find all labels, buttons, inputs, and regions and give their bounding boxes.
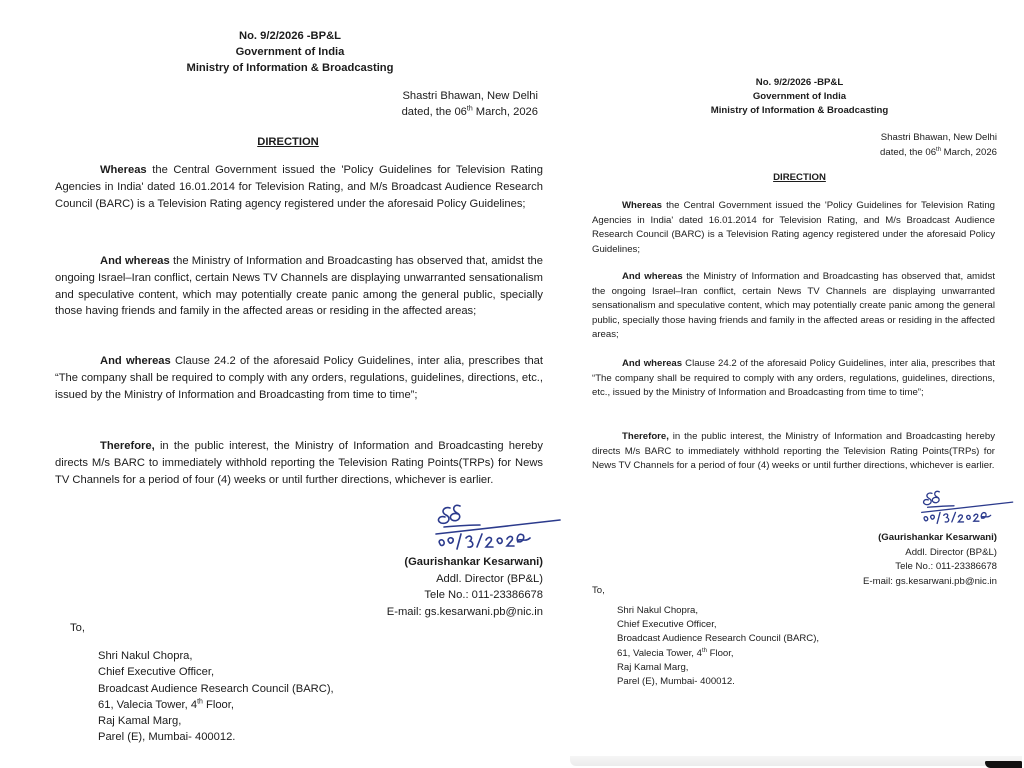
document-copy-right xyxy=(575,0,1024,768)
signer-designation: Addl. Director (BP&L) xyxy=(905,546,997,558)
recipient-organization: Broadcast Audience Research Council (BARC), xyxy=(98,682,334,695)
recipient-address xyxy=(617,604,819,689)
signer-block xyxy=(387,554,543,620)
recipient-address-line3: Parel (E), Mumbai- 400012. xyxy=(98,731,236,744)
page-bottom-edge xyxy=(570,756,1022,766)
recipient-name: Shri Nakul Chopra, xyxy=(98,650,193,662)
signer-email: E-mail: gs.kesarwani.pb@nic.in xyxy=(386,605,543,618)
signer-phone: Tele No.: 011-23386678 xyxy=(424,589,543,601)
paragraph-and-whereas-1: And whereas the Ministry of Information and Broadcasting has observed that, amidst the ongoing Israel–Iran conflict, certain News TV Channels are displaying unwarranted sensationalism and speculative content, which may potentially create panic among the general public, specially those having friends and family in the affected areas or residing in the affected areas; xyxy=(592,271,995,341)
to-label: To, xyxy=(592,585,605,596)
paragraph-and-whereas-2: And whereas Clause 24.2 of the aforesaid Policy Guidelines, inter alia, prescribes that “The company shall be required to comply with any orders, regulations, guidelines, directions, etc., issued by the Ministry of Information and Broadcasting from time to time”; xyxy=(592,358,995,399)
place-and-date xyxy=(880,131,997,160)
letterhead xyxy=(575,76,1024,118)
recipient-title: Chief Executive Officer, xyxy=(98,666,215,679)
paragraph-and-whereas-2: And whereas Clause 24.2 of the aforesaid Policy Guidelines, inter alia, prescribes that “The company shall be required to comply with any orders, regulations, guidelines, directions, etc., issued by the Ministry of Information and Broadcasting from time to time”; xyxy=(55,355,543,401)
paragraph-therefore: Therefore, in the public interest, the Ministry of Information and Broadcasting hereby directs M/s BARC to immediately withhold reporting the Television Rating Points(TRPs) for News TV Channels for a period of four (4) weeks or until further directions, whichever is earlier. xyxy=(592,431,995,472)
place: Shastri Bhawan, New Delhi xyxy=(880,132,997,143)
paragraph-whereas: Whereas the Central Government issued the 'Policy Guidelines for Television Rating Agencies in India' dated 16.01.2014 for Television Rating, and M/s Broadcast Audience Research Council (BARC) is a Television Rating agency registered under the aforesaid Policy Guidelines; xyxy=(55,164,543,210)
ministry-name: Ministry of Information & Broadcasting xyxy=(710,105,889,116)
signer-block xyxy=(863,531,997,589)
recipient-organization: Broadcast Audience Research Council (BARC), xyxy=(617,633,820,645)
place-and-date xyxy=(402,88,538,120)
government-name: Government of India xyxy=(235,46,345,58)
recipient-name: Shri Nakul Chopra, xyxy=(617,605,699,616)
corner-dark-mark xyxy=(985,761,1022,768)
document-title: DIRECTION xyxy=(257,136,319,148)
recipient-address-line1: 61, Valecia Tower, 4th Floor, xyxy=(617,647,734,659)
document-title: DIRECTION xyxy=(773,172,826,183)
handwritten-signature xyxy=(420,500,570,556)
recipient-address-line1: 61, Valecia Tower, 4th Floor, xyxy=(98,698,234,711)
government-name: Government of India xyxy=(752,91,847,102)
signer-name: (Gaurishankar Kesarwani) xyxy=(878,532,997,543)
place: Shastri Bhawan, New Delhi xyxy=(402,90,538,102)
recipient-address-line3: Parel (E), Mumbai- 400012. xyxy=(617,676,735,688)
date: dated, the 06th March, 2026 xyxy=(401,105,538,118)
recipient-address xyxy=(98,648,334,746)
letterhead xyxy=(0,28,580,76)
paragraph-therefore: Therefore, in the public interest, the Ministry of Information and Broadcasting hereby directs M/s BARC to immediately withhold reporting the Television Rating Points(TRPs) for News TV Channels for a period of four (4) weeks or until further directions, whichever is earlier. xyxy=(55,440,543,486)
signer-phone: Tele No.: 011-23386678 xyxy=(895,561,997,572)
recipient-address-line2: Raj Kamal Marg, xyxy=(617,661,689,673)
recipient-address-line2: Raj Kamal Marg, xyxy=(98,715,182,728)
ministry-name: Ministry of Information & Broadcasting xyxy=(186,62,394,74)
recipient-title: Chief Executive Officer, xyxy=(617,619,717,631)
signer-email: E-mail: gs.kesarwani.pb@nic.in xyxy=(863,575,997,587)
to-label: To, xyxy=(70,622,85,634)
file-number: No. 9/2/2026 -BP&L xyxy=(239,30,341,42)
paragraph-and-whereas-1: And whereas the Ministry of Information and Broadcasting has observed that, amidst the ongoing Israel–Iran conflict, certain News TV Channels are displaying unwarranted sensationalism and speculative content, which may potentially create panic among the general public, specially those having friends and family in the affected areas or residing in the affected areas; xyxy=(55,255,543,318)
handwritten-signature xyxy=(910,486,1020,530)
file-number: No. 9/2/2026 -BP&L xyxy=(755,77,844,88)
signer-designation: Addl. Director (BP&L) xyxy=(436,572,543,585)
date: dated, the 06th March, 2026 xyxy=(880,146,997,158)
paragraph-whereas: Whereas the Central Government issued the 'Policy Guidelines for Television Rating Agencies in India' dated 16.01.2014 for Television Rating, and M/s Broadcast Audience Research Council (BARC) is a Television Rating agency registered under the aforesaid Policy Guidelines; xyxy=(592,200,995,255)
signer-name: (Gaurishankar Kesarwani) xyxy=(404,556,543,568)
